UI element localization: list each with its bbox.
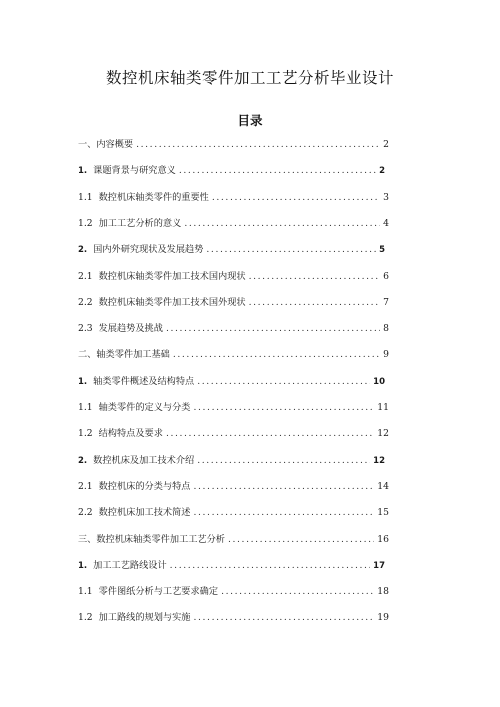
toc-entry[interactable] xyxy=(78,504,389,520)
toc-entry-title: 二、轴类零件加工基础 xyxy=(78,349,170,361)
toc-entry-number: 1.2 xyxy=(78,428,93,440)
toc-page-number: 15 xyxy=(377,507,389,519)
toc-entry-number: 2. xyxy=(78,245,88,256)
toc-entry[interactable] xyxy=(78,557,385,573)
toc-entry-title: 发展趋势及挑战 xyxy=(98,323,163,335)
toc-dot-leader xyxy=(194,401,375,415)
toc-page-number: 8 xyxy=(383,323,389,335)
toc-entry-title: 加工工艺路线设计 xyxy=(93,559,167,571)
toc-dot-leader xyxy=(194,506,375,520)
toc-page-number: 6 xyxy=(383,270,389,282)
toc-page-number: 3 xyxy=(383,191,389,203)
toc-entry-title: 数控机床的分类与特点 xyxy=(98,480,191,492)
toc-dot-leader xyxy=(179,164,376,178)
toc-entry-title: 课题背景与研究意义 xyxy=(93,165,176,177)
toc-page-number: 17 xyxy=(373,560,385,571)
toc-entry[interactable] xyxy=(78,136,389,152)
toc-page-number: 18 xyxy=(377,586,389,598)
toc-dot-leader xyxy=(249,270,381,284)
toc-entry-number: 2.2 xyxy=(78,296,93,308)
toc-entry-title: 数控机床轴类零件加工技术国内现状 xyxy=(98,270,246,282)
toc-dot-leader xyxy=(194,480,375,494)
toc-entry[interactable] xyxy=(78,189,389,205)
toc-dot-leader xyxy=(249,296,381,310)
toc-entry-number: 2.2 xyxy=(78,507,93,519)
toc-entry-number: 1. xyxy=(78,166,88,177)
toc-entry-title: 零件图纸分析与工艺要求确定 xyxy=(98,586,219,598)
toc-entry-number: 1.2 xyxy=(78,612,93,624)
toc-entry[interactable] xyxy=(78,531,389,547)
toc-entry-title: 结构特点及要求 xyxy=(98,428,163,440)
toc-entry-number: 1.1 xyxy=(78,586,93,598)
toc-page-number: 19 xyxy=(377,612,389,624)
toc-dot-leader xyxy=(197,375,370,389)
toc-entry[interactable] xyxy=(78,609,389,625)
toc-page-number: 7 xyxy=(383,296,389,308)
toc-entry[interactable] xyxy=(78,162,385,178)
toc-entry-number: 1.1 xyxy=(78,402,93,413)
toc-page-number: 12 xyxy=(377,428,389,440)
toc-entry-title: 加工路线的规划与实施 xyxy=(98,612,191,624)
toc-entry-title: 数控机床轴类零件加工技术国外现状 xyxy=(98,296,246,308)
toc-page-number: 5 xyxy=(379,245,385,256)
toc-entry-number: 2.3 xyxy=(78,323,93,335)
toc-entry-title: 一、内容概要 xyxy=(78,139,134,150)
toc-entry-number: 1.2 xyxy=(78,217,93,229)
toc-entry-number: 1. xyxy=(78,560,88,571)
toc-entry[interactable] xyxy=(78,583,389,599)
toc-entry[interactable] xyxy=(78,373,385,389)
toc-dot-leader xyxy=(197,454,370,468)
toc-entry-number: 1. xyxy=(78,376,88,387)
toc-dot-leader xyxy=(206,243,376,257)
toc-heading: 目录 xyxy=(237,113,263,128)
toc-page-number: 10 xyxy=(373,376,385,387)
toc-dot-leader xyxy=(166,427,374,441)
toc-entry-number: 1.1 xyxy=(78,191,93,203)
toc-dot-leader xyxy=(194,611,375,625)
toc-entry-number: 2. xyxy=(78,455,88,466)
table-of-contents xyxy=(0,136,500,636)
toc-entry-title: 三、数控机床轴类零件加工工艺分析 xyxy=(78,533,225,545)
toc-dot-leader xyxy=(212,191,380,205)
toc-entry-title: 轴类零件概述及结构特点 xyxy=(93,375,195,387)
toc-entry[interactable] xyxy=(78,452,385,468)
toc-entry-title: 国内外研究现状及发展趋势 xyxy=(93,244,204,256)
toc-entry[interactable] xyxy=(78,320,389,336)
toc-entry[interactable] xyxy=(78,241,385,257)
toc-page-number: 16 xyxy=(377,533,389,545)
toc-entry-title: 数控机床加工技术简述 xyxy=(98,507,191,519)
toc-dot-leader xyxy=(173,348,380,362)
toc-page-number: 14 xyxy=(377,480,389,492)
toc-entry[interactable] xyxy=(78,478,389,494)
toc-dot-leader xyxy=(166,322,380,336)
toc-dot-leader xyxy=(228,533,374,547)
toc-entry[interactable] xyxy=(78,399,389,415)
toc-page-number: 4 xyxy=(383,217,389,229)
toc-dot-leader xyxy=(184,217,380,231)
toc-entry-title: 数控机床及加工技术介绍 xyxy=(93,454,195,466)
toc-dot-leader xyxy=(170,559,371,573)
toc-entry-title: 轴类零件的定义与分类 xyxy=(98,402,191,413)
toc-entry[interactable] xyxy=(78,294,389,310)
document-title: 数控机床轴类零件加工工艺分析毕业设计 xyxy=(105,69,394,87)
toc-entry-number: 2.1 xyxy=(78,480,93,492)
toc-dot-leader xyxy=(136,138,380,152)
toc-page-number: 9 xyxy=(383,349,389,361)
toc-entry[interactable] xyxy=(78,268,389,284)
toc-entry-title: 数控机床轴类零件的重要性 xyxy=(98,191,209,203)
toc-page-number: 2 xyxy=(379,166,385,177)
toc-page-number: 11 xyxy=(377,402,389,413)
toc-entry[interactable] xyxy=(78,215,389,231)
toc-page-number: 2 xyxy=(383,139,389,150)
toc-entry[interactable] xyxy=(78,346,389,362)
toc-entry-number: 2.1 xyxy=(78,270,93,282)
toc-entry-title: 加工工艺分析的意义 xyxy=(98,217,182,229)
toc-dot-leader xyxy=(221,585,374,599)
toc-page-number: 12 xyxy=(373,455,385,466)
toc-entry[interactable] xyxy=(78,425,389,441)
